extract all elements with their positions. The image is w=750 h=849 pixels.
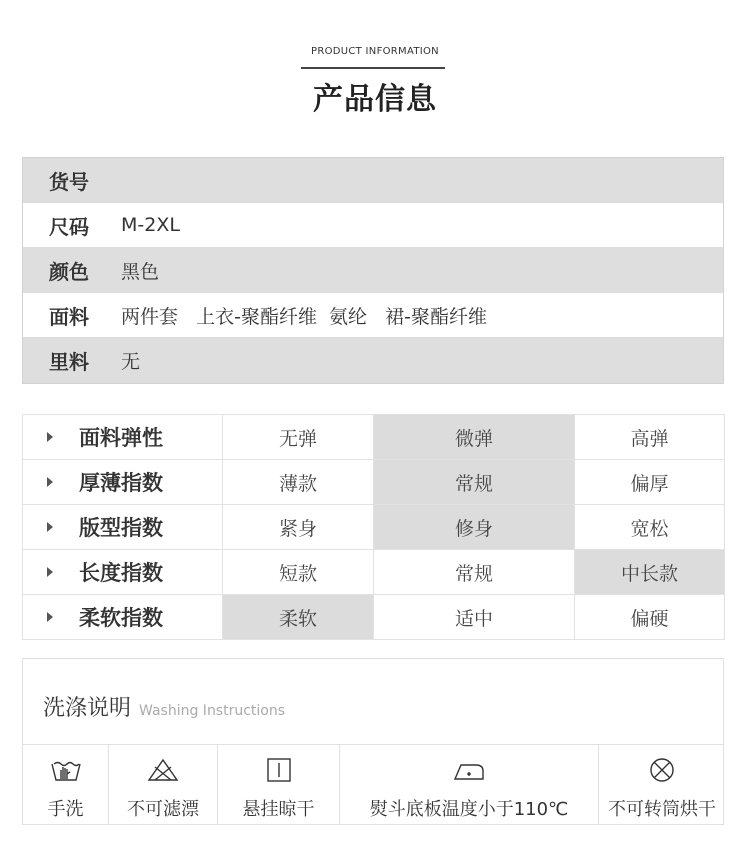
attribute-name-cell xyxy=(23,460,223,505)
attribute-option: 偏硬 xyxy=(575,595,725,640)
attribute-row xyxy=(23,595,725,640)
info-value: 两件套 上衣-聚酯纤维 氨纶 裙-聚酯纤维 xyxy=(121,305,488,328)
wash-item-no-bleach xyxy=(109,745,218,825)
header-divider xyxy=(301,67,445,69)
wash-item-no-tumble-dry xyxy=(599,745,725,825)
wash-label: 手洗 xyxy=(47,799,84,820)
attribute-name-cell xyxy=(23,505,223,550)
caret-right-icon xyxy=(47,522,53,532)
attribute-option: 适中 xyxy=(374,595,575,640)
attribute-name: 面料弹性 xyxy=(79,426,163,450)
washing-title-en: Washing Instructions xyxy=(139,703,286,719)
product-info-header xyxy=(0,0,750,130)
wash-item-hang-dry xyxy=(218,745,340,825)
attribute-row xyxy=(23,460,725,505)
attribute-option: 偏厚 xyxy=(575,460,725,505)
wash-item-iron xyxy=(340,745,599,825)
info-value: 无 xyxy=(121,351,141,373)
attribute-option: 常规 xyxy=(374,550,575,595)
wash-label: 不可转筒烘干 xyxy=(608,799,716,820)
caret-right-icon xyxy=(47,477,53,487)
caret-right-icon xyxy=(47,567,53,577)
attribute-option: 无弹 xyxy=(223,415,374,460)
attribute-option-selected: 常规 xyxy=(374,460,575,505)
info-value: 黑色 xyxy=(121,260,160,283)
info-row-size xyxy=(23,203,723,248)
attribute-option: 紧身 xyxy=(223,505,374,550)
info-label: 尺码 xyxy=(49,214,89,239)
attribute-row xyxy=(23,550,725,595)
attribute-name: 长度指数 xyxy=(79,561,163,585)
attribute-option-selected: 中长款 xyxy=(575,550,725,595)
no-tumble-dry-icon xyxy=(599,755,725,785)
attribute-name: 柔软指数 xyxy=(79,606,163,630)
caret-right-icon xyxy=(47,612,53,622)
attribute-option: 宽松 xyxy=(575,505,725,550)
attribute-option-selected: 修身 xyxy=(374,505,575,550)
info-label: 里料 xyxy=(49,350,89,374)
hang-dry-icon xyxy=(218,755,339,785)
iron-icon xyxy=(340,755,598,785)
no-bleach-icon xyxy=(109,755,217,785)
attribute-name-cell xyxy=(23,415,223,460)
attribute-name: 版型指数 xyxy=(79,516,163,540)
info-row-color xyxy=(23,248,723,293)
info-label: 颜色 xyxy=(49,259,89,284)
washing-instructions xyxy=(22,658,724,825)
wash-item-hand-wash xyxy=(23,745,109,825)
attribute-option: 短款 xyxy=(223,550,374,595)
washing-title-zh: 洗涤说明 xyxy=(43,696,132,721)
attribute-option: 高弹 xyxy=(575,415,725,460)
attribute-option-selected: 微弹 xyxy=(374,415,575,460)
product-info-table xyxy=(22,157,724,384)
attribute-option: 薄款 xyxy=(223,460,374,505)
attribute-name-cell xyxy=(23,550,223,595)
info-row-lining xyxy=(23,338,723,383)
hand-wash-icon xyxy=(23,755,108,785)
wash-label: 不可滤漂 xyxy=(127,799,199,820)
header-en-title: PRODUCT INFORMATION xyxy=(311,46,439,57)
info-row-fabric xyxy=(23,293,723,338)
info-value: M-2XL xyxy=(121,214,180,236)
attribute-name: 厚薄指数 xyxy=(79,471,163,495)
attribute-option-selected: 柔软 xyxy=(223,595,374,640)
attribute-row xyxy=(23,505,725,550)
attribute-row xyxy=(23,415,725,460)
info-row-item-number xyxy=(23,158,723,203)
washing-title xyxy=(43,691,285,722)
attribute-name-cell xyxy=(23,595,223,640)
attribute-grid xyxy=(22,414,725,640)
wash-label: 熨斗底板温度小于110℃ xyxy=(369,799,569,820)
info-label: 面料 xyxy=(49,304,89,329)
caret-right-icon xyxy=(47,432,53,442)
info-label: 货号 xyxy=(49,169,89,194)
wash-label: 悬挂晾干 xyxy=(242,799,315,820)
header-zh-title: 产品信息 xyxy=(313,82,437,117)
